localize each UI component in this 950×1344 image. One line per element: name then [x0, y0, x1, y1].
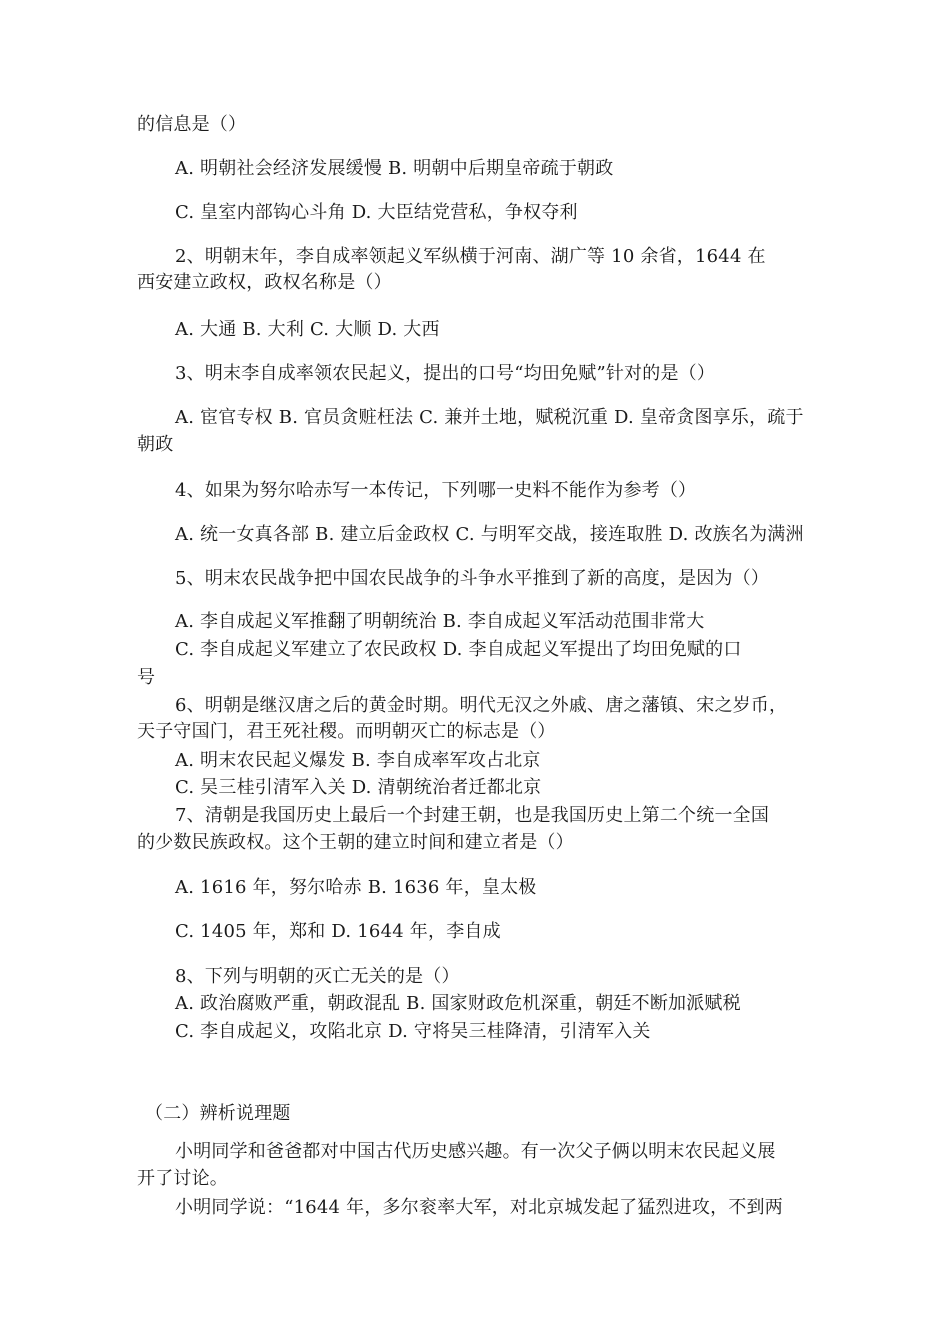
- q6-stem-line1: 6、明朝是继汉唐之后的黄金时期。明代无汉之外戚、唐之藩镇、宋之岁币，: [175, 695, 788, 716]
- q8-options-cd: C. 李自成起义，攻陷北京 D. 守将吴三桂降清，引清军入关: [175, 1021, 651, 1042]
- q3-stem: 3、明末李自成率领农民起义，提出的口号“均田免赋”针对的是（）: [175, 363, 716, 384]
- q4-options: A. 统一女真各部 B. 建立后金政权 C. 与明军交战，接连取胜 D. 改族名为满洲: [175, 524, 804, 545]
- q6-options-ab: A. 明末农民起义爆发 B. 李自成率军攻占北京: [175, 750, 541, 771]
- q7-options-ab: A. 1616 年，努尔哈赤 B. 1636 年，皇太极: [175, 877, 537, 898]
- q7-stem-line2: 的少数民族政权。这个王朝的建立时间和建立者是（）: [137, 832, 574, 853]
- q6-options-cd: C. 吴三桂引清军入关 D. 清朝统治者迁都北京: [175, 777, 542, 798]
- q7-options-cd: C. 1405 年，郑和 D. 1644 年，李自成: [175, 921, 501, 942]
- section-heading: （二）辨析说理题: [145, 1103, 291, 1124]
- passage-line3: 小明同学说：“1644 年，多尔衮率大军，对北京城发起了猛烈进攻，不到两: [175, 1197, 783, 1218]
- q2-options: A. 大通 B. 大利 C. 大顺 D. 大西: [175, 319, 440, 340]
- q3-options-line1: A. 宦官专权 B. 官员贪赃枉法 C. 兼并土地，赋税沉重 D. 皇帝贪图享乐，疏于: [175, 407, 804, 428]
- passage-line2: 开了讨论。: [137, 1168, 228, 1189]
- q2-stem-line1: 2、明朝末年，李自成率领起义军纵横于河南、湖广等 10 余省，1644 在: [175, 246, 766, 267]
- q2-stem-line2: 西安建立政权，政权名称是（）: [137, 272, 392, 293]
- q6-stem-line2: 天子守国门，君王死社稷。而明朝灭亡的标志是（）: [137, 721, 556, 742]
- q5-options-wrap: 号: [137, 667, 156, 688]
- q7-stem-line1: 7、清朝是我国历史上最后一个封建王朝，也是我国历史上第二个统一全国: [175, 805, 770, 826]
- q8-stem: 8、下列与明朝的灭亡无关的是（）: [175, 966, 460, 987]
- q5-stem: 5、明末农民战争把中国农民战争的斗争水平推到了新的高度，是因为（）: [175, 568, 770, 589]
- q8-options-ab: A. 政治腐败严重，朝政混乱 B. 国家财政危机深重，朝廷不断加派赋税: [175, 993, 741, 1014]
- q5-options-ab: A. 李自成起义军推翻了明朝统治 B. 李自成起义军活动范围非常大: [175, 611, 705, 632]
- q1-continuation: 的信息是（）: [137, 114, 247, 135]
- q5-options-cd: C. 李自成起义军建立了农民政权 D. 李自成起义军提出了均田免赋的口: [175, 639, 742, 660]
- q4-stem: 4、如果为努尔哈赤写一本传记，下列哪一史料不能作为参考（）: [175, 480, 697, 501]
- q1-options-ab: A. 明朝社会经济发展缓慢 B. 明朝中后期皇帝疏于朝政: [175, 158, 614, 179]
- q1-options-cd: C. 皇室内部钩心斗角 D. 大臣结党营私，争权夺利: [175, 202, 578, 223]
- q3-options-line2: 朝政: [137, 434, 174, 455]
- passage-line1: 小明同学和爸爸都对中国古代历史感兴趣。有一次父子俩以明末农民起义展: [175, 1141, 776, 1162]
